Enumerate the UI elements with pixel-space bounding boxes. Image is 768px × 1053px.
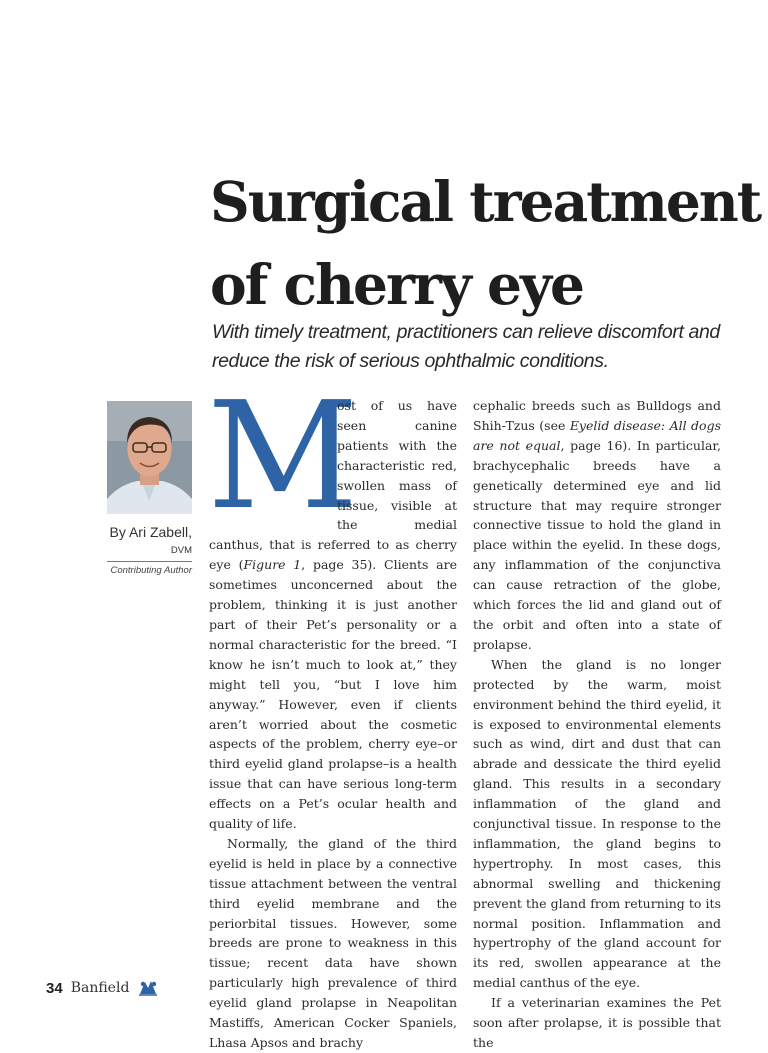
author-photo: [107, 401, 192, 514]
figure-reference: Figure 1: [243, 557, 302, 573]
author-portrait-icon: [107, 401, 192, 514]
sidebar-reference: Eyelid disease: All dogs are not equal: [473, 417, 721, 453]
article-title: [210, 160, 761, 326]
publication-name: Banfield: [70, 980, 130, 996]
paragraph-4: If a veterinarian examines the Pet soon after prolapse, it is possible that the: [473, 995, 721, 1050]
paragraph-2: Normally, the gland of the third eyelid is held in place by a connective tissue attachment between the ventral third eyelid membrane and the periorbital tissues. However, some breeds are prone to weakness in this tissue; recent data have shown particularly high prevalence of third eyelid gland prolapse in Neapolitan Mastiffs, American Cocker Spaniels, Lhasa Apsos and brachy: [209, 835, 457, 1050]
paragraph-3: When the gland is no longer protected by the warm, moist environment behind the third eyelid, it is exposed to environmental elements such as wind, dirt and dust that can abrade and dessicate the third eyelid gland. This results in a secondary inflammation of the gland and conjunctival tissue. In response to the inflammation, the gland begins to hypertrophy. In most cases, this abnormal swelling and thickening prevent the gland from returning to its normal position. Inflammation and hypertrophy of the gland account for its red, swollen appearance at the medial canthus of the eye.: [473, 656, 721, 991]
paragraph-2-continued: [473, 396, 721, 655]
paragraph-2-cont-b: , page 16). In particular, brachycephalic breeds have a genetically determined eye and lid structure that may require stronger connective tissue to hold the gland in place within the eyelid. In these dogs, any inflammation of the conjunctiva can cause retraction of the globe, which forces the lid and gland out of the orbit and often into a state of prolapse.: [473, 437, 721, 652]
author-credential: DVM: [170, 545, 192, 556]
body-column-right: [473, 396, 721, 1053]
author-divider: [107, 561, 192, 562]
paragraph-1: [207, 370, 457, 834]
body-column-left: [207, 370, 457, 1053]
page-footer: [46, 977, 159, 999]
author-name: By Ari Zabell,: [109, 524, 192, 540]
article-subtitle: With timely treatment, practitioners can relieve discomfort and reduce the risk of serious ophthalmic conditions.: [212, 321, 720, 372]
paragraph-2-cont-a: cephalic breeds such as Bulldogs and Shih-Tzus (see: [473, 398, 721, 433]
paragraph-1-text-b: , page 35). Clients are sometimes unconcerned about the problem, thinking it is just another part of their Pet’s personality or a normal characteristic for the breed. “I know he isn’t much to look at,” they might tell you, “but I love him anyway.” However, even if clients aren’t worried about the cosmetic aspects of the problem, cherry eye–or third eyelid gland prolapse–is a health issue that can have serious long-term effects on a Pet’s ocular health and quality of life.: [209, 557, 457, 832]
author-role: Contributing Author: [110, 565, 192, 576]
title-line-1: Surgical treatment: [210, 169, 761, 234]
title-line-2: of cherry eye: [210, 252, 583, 317]
drop-cap: M: [207, 370, 355, 542]
page-number: 34: [46, 979, 63, 997]
banfield-logo-icon: [137, 978, 159, 998]
paragraph-1-text: ost of us have seen canine patients with the characteristic red, swollen mass of tissue, visible at the medial canthus, that is referred to as cherry eye (: [209, 398, 457, 573]
